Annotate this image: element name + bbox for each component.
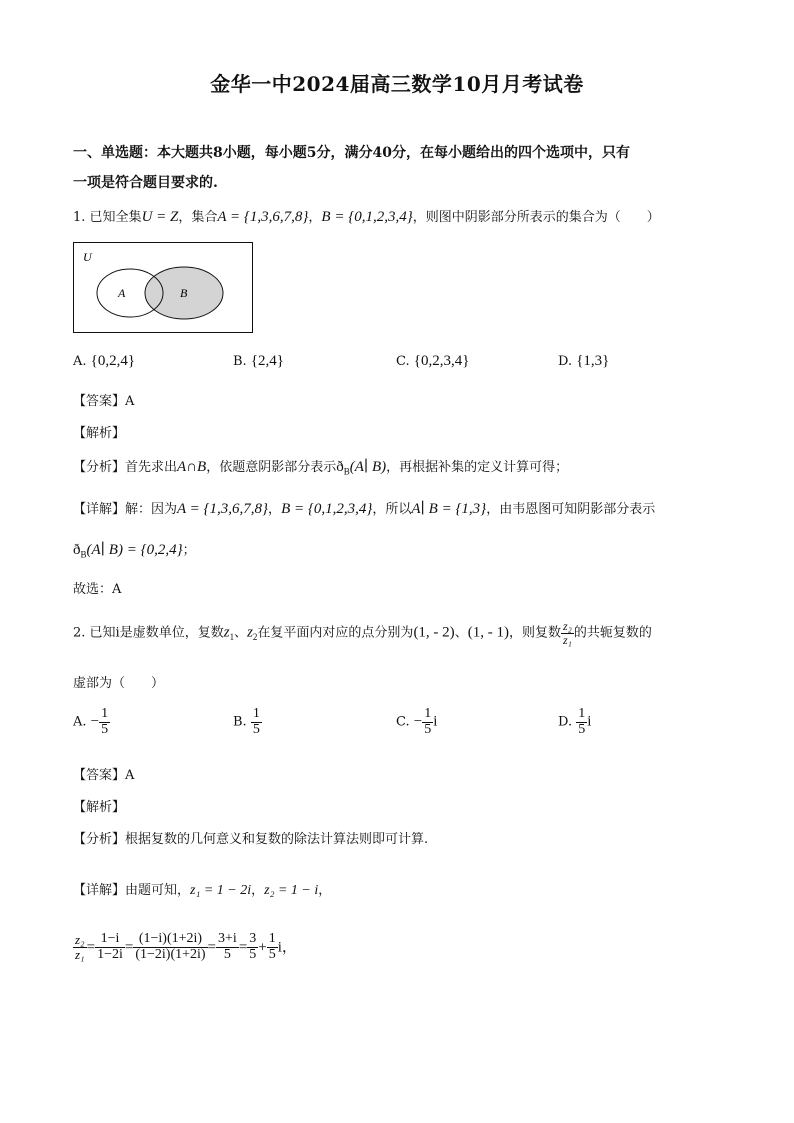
q2-fenxi: 【分析】根据复数的几何意义和复数的除法计算法则即可计算. xyxy=(73,832,429,847)
question-number: 2. xyxy=(73,625,86,641)
venn-diagram xyxy=(73,242,253,333)
venn-label-a: A xyxy=(118,286,126,300)
venn-label-u: U xyxy=(83,250,92,264)
q2-option-a: A. − $\frac{1}{5}$ xyxy=(73,706,109,737)
q1-option-c: C. {0,2,3,4} xyxy=(396,353,470,369)
q2-calculation: $\frac{\text{z₂}}{\text{z₁}}$ = $\frac{1-i}{1-2i}$ = $\frac{(1-i)(1+2i)}{(1-2i)(1+2i)}$ = $\frac{3+i}{5}$ = $\frac{3}{5}$ + $\frac{1}{5}$ i， xyxy=(75,931,297,962)
q2-answer: 【答案】A xyxy=(73,768,135,783)
page-title: 金华一中2024届高三数学10月月考试卷 xyxy=(210,72,584,96)
section-header-line2: 一项是符合题目要求的. xyxy=(73,175,218,191)
question-2-stem: 2. 已知i是虚数单位，复数$z_1$、$z_2$在复平面内对应的点分别为(1, - 2)、(1, - 1)，则复数 $\frac{\text{z₂}}{\text{z₁}}$ 的共轭复数的 xyxy=(73,619,652,647)
q1-detail-line2: $ð_B(A∣$ B) = {0,2,4}； xyxy=(73,542,196,560)
q1-option-a: A. {0,2,4} xyxy=(73,353,136,369)
q2-option-d: D. $\frac{1}{5}$ i xyxy=(558,706,592,737)
math-set-a: A = {1,3,6,7,8} xyxy=(217,209,309,225)
q1-detail-line1: 【详解】解：因为A = {1,3,6,7,8}，B = {0,1,2,3,4}，所以A∣ B = {1,3}，由韦恩图可知阴影部分表示 xyxy=(73,501,656,517)
question-2-stem-line2: 虚部为（ ） xyxy=(73,676,165,691)
q2-option-b: B. $\frac{1}{5}$ xyxy=(233,706,260,737)
question-number: 1. xyxy=(73,210,86,225)
q1-choose: 故选：A xyxy=(73,582,122,597)
q1-analysis-tag: 【解析】 xyxy=(73,426,126,441)
q2-analysis-tag: 【解析】 xyxy=(73,800,126,815)
q2-option-c: C. − $\frac{1}{5}$ i xyxy=(396,706,438,737)
venn-label-b: B xyxy=(180,286,188,300)
math-universal-set: U = Z xyxy=(141,209,179,225)
math-set-b: B = {0,1,2,3,4} xyxy=(321,209,413,225)
section-header-line1: 一、单选题：本大题共8小题，每小题5分，满分40分，在每小题给出的四个选项中，只有 xyxy=(73,145,630,161)
q2-detail-line1: 【详解】由题可知，z₁ = 1 − 2i，z₂ = 1 − i， xyxy=(73,883,332,898)
q1-fenxi: 【分析】首先求出A∩B，依题意阴影部分表示$ð_B(A∣$ B)，再根据补集的定义计算可得； xyxy=(73,459,569,477)
q1-option-b: B. {2,4} xyxy=(233,353,284,369)
q1-option-d: D. {1,3} xyxy=(558,353,610,369)
question-1-stem: 1. 已知全集U = Z，集合A = {1,3,6,7,8}，B = {0,1,2,3,4}，则图中阴影部分所表示的集合为（ ） xyxy=(73,209,660,225)
q1-answer: 【答案】A xyxy=(73,394,135,409)
